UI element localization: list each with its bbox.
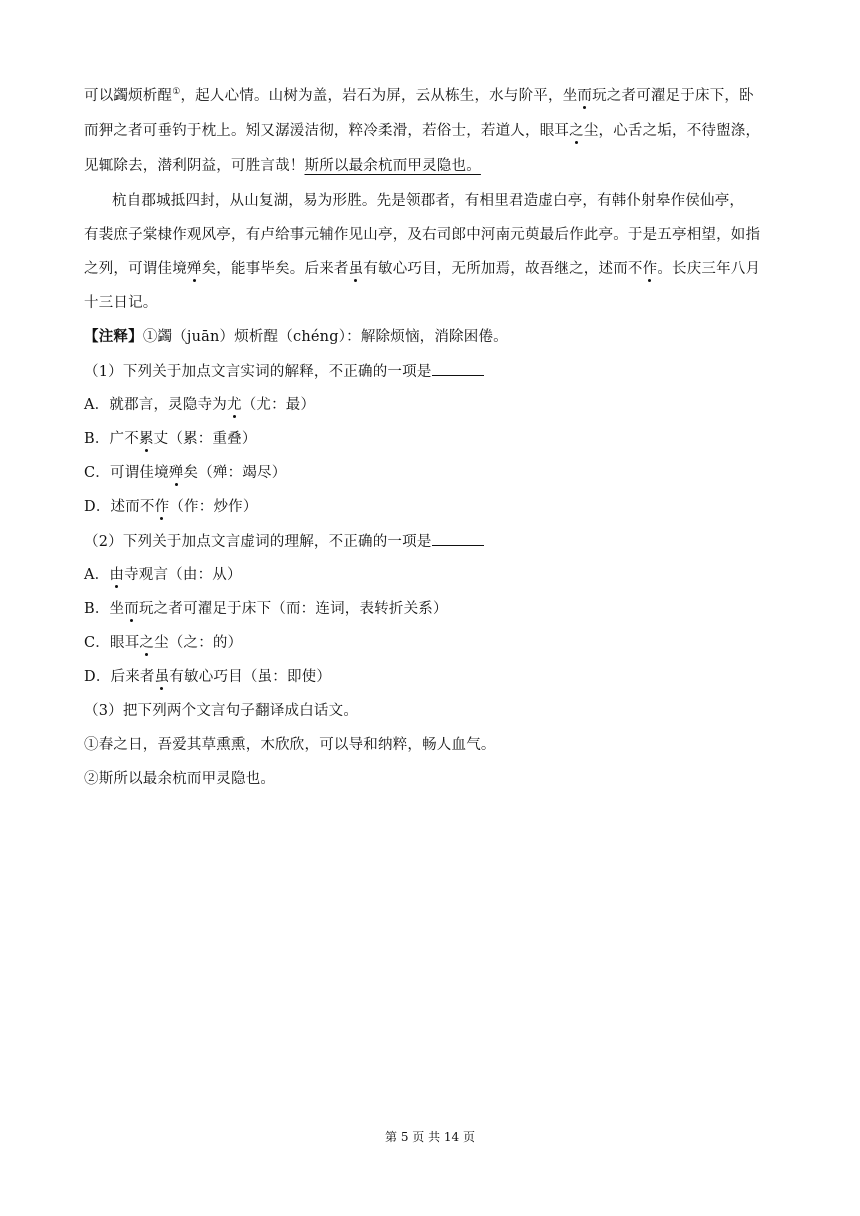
option-text: C．可谓佳境 bbox=[84, 465, 169, 481]
option-d bbox=[84, 667, 331, 687]
question-3 bbox=[84, 701, 358, 721]
translation-sentence-2 bbox=[84, 769, 275, 789]
dotted-word: 之 bbox=[139, 635, 155, 651]
option-b bbox=[84, 429, 257, 449]
dotted-word: 尤 bbox=[226, 397, 242, 413]
dotted-word: 累 bbox=[138, 431, 154, 447]
page-footer: 第 5 页 共 14 页 bbox=[385, 1130, 475, 1144]
option-c bbox=[84, 633, 242, 653]
question-text: （3）把下列两个文言句子翻译成白话文。 bbox=[84, 703, 359, 719]
option-text: D．述而不 bbox=[84, 499, 155, 515]
text-run: 见辄除去，潜利阴益，可胜言哉！ bbox=[84, 158, 305, 174]
text-run: 十三日记。 bbox=[84, 295, 158, 311]
answer-blank[interactable] bbox=[432, 531, 484, 546]
passage-line bbox=[84, 156, 481, 176]
option-text: 玩之者可濯足于床下（而：连词，表转折关系） bbox=[138, 601, 448, 617]
text-run: 玩之者可濯足于床下，卧 bbox=[592, 88, 754, 104]
dotted-word: 作 bbox=[154, 499, 170, 515]
sentence-text: ②斯所以最余杭而甲灵隐也。 bbox=[84, 771, 276, 787]
option-text: B．广不 bbox=[84, 431, 139, 447]
option-text: A． bbox=[84, 567, 110, 583]
dotted-word: 由 bbox=[109, 567, 125, 583]
option-text: （尤：最） bbox=[241, 397, 316, 413]
question-1 bbox=[84, 361, 484, 382]
option-text: B．坐 bbox=[84, 601, 125, 617]
passage-line bbox=[84, 121, 760, 141]
dotted-word: 之 bbox=[569, 123, 584, 139]
passage-line bbox=[112, 191, 744, 211]
passage-line bbox=[84, 86, 754, 106]
translation-sentence-1 bbox=[84, 735, 496, 755]
option-text: A．就郡言，灵隐寺为 bbox=[84, 397, 227, 413]
passage-line bbox=[84, 225, 760, 245]
answer-blank[interactable] bbox=[432, 361, 484, 376]
dotted-word: 虽 bbox=[154, 669, 170, 685]
text-run: 。长庆三年八月 bbox=[657, 261, 761, 277]
dotted-word: 而 bbox=[124, 601, 139, 617]
annotation-note bbox=[84, 327, 508, 347]
dotted-word: 殚 bbox=[186, 261, 202, 277]
option-a bbox=[84, 395, 315, 415]
option-a bbox=[84, 565, 242, 585]
option-d bbox=[84, 497, 258, 517]
sentence-text: ①春之日，吾爱其草熏熏，木欣欣，可以导和纳粹，畅人血气。 bbox=[84, 737, 496, 753]
option-text: 尘（之：的） bbox=[154, 635, 243, 651]
dotted-word: 作 bbox=[642, 261, 658, 277]
text-run: 杭自郡城抵四封，从山复湖，易为形胜。先是领郡者，有相里君造虚白亭，有韩仆射皋作侯仙亭， bbox=[112, 193, 745, 209]
option-text: 有敏心巧目（虽：即使） bbox=[169, 669, 332, 685]
option-text: （作：炒作） bbox=[169, 499, 258, 515]
note-text: ①蠲（juān）烦析酲（chéng）：解除烦恼，消除困倦。 bbox=[142, 329, 508, 345]
option-b bbox=[84, 599, 448, 619]
dotted-word: 而 bbox=[577, 88, 593, 104]
text-run: 坐 bbox=[562, 88, 578, 104]
underlined-sentence: 斯所以最余杭而甲灵隐也。 bbox=[304, 158, 481, 174]
question-text: （2）下列关于加点文言虚词的理解，不正确的一项是 bbox=[84, 534, 432, 550]
dotted-word: 虽 bbox=[348, 261, 364, 277]
option-text: 寺观言（由：从） bbox=[124, 567, 242, 583]
note-label: 【注释】 bbox=[84, 328, 143, 345]
text-run: 而狎之者可垂钓于枕上。矧又潺湲洁彻，粹冷柔滑，若俗士，若道人，眼耳 bbox=[84, 123, 570, 139]
question-2 bbox=[84, 531, 484, 552]
text-run: 有裴庶子棠棣作观风亭，有卢给事元辅作见山亭，及右司郎中河南元萸最后作此亭。于是五亭相望，如指 bbox=[84, 227, 761, 243]
option-text: C．眼耳 bbox=[84, 635, 140, 651]
passage-line bbox=[84, 259, 760, 279]
text-run: 有敏心巧目，无所加焉，故吾继之，述而不 bbox=[363, 261, 643, 277]
text-run: 矣，能事毕矣。后来者 bbox=[201, 261, 349, 277]
text-run: ，起人心情。山树为盖，岩石为屏，云从栋生，水与阶平， bbox=[180, 88, 563, 104]
text-run: 可以蠲烦析酲 bbox=[84, 88, 173, 104]
option-c bbox=[84, 463, 286, 483]
option-text: 矣（殚：竭尽） bbox=[183, 465, 287, 481]
passage-line bbox=[84, 293, 158, 313]
question-text: （1）下列关于加点文言实词的解释，不正确的一项是 bbox=[84, 364, 432, 380]
text-run: 尘，心舌之垢，不待盥涤， bbox=[583, 123, 761, 139]
option-text: D．后来者 bbox=[84, 669, 155, 685]
dotted-word: 殚 bbox=[168, 465, 184, 481]
option-text: 丈（累：重叠） bbox=[153, 431, 257, 447]
text-run: 之列，可谓佳境 bbox=[84, 261, 187, 277]
footnote-marker: ① bbox=[172, 87, 181, 98]
